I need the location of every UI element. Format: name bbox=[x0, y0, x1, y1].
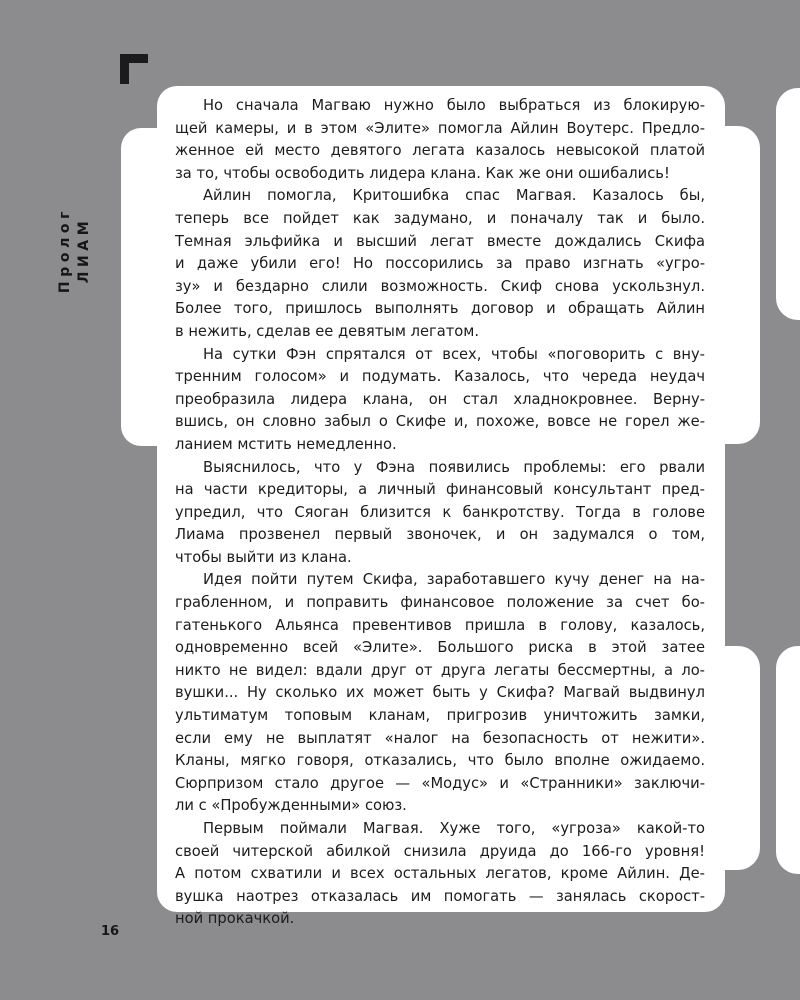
character-name: ЛИАМ bbox=[76, 216, 92, 284]
text-line: Более того, пришлось выполнять договор и обращать Айлин bbox=[175, 300, 705, 318]
paragraph bbox=[175, 457, 705, 570]
text-line: Первым поймали Магвая. Хуже того, «угроза» какой-то bbox=[203, 820, 705, 837]
text-line: за то, чтобы освободить лидера клана. Как же они ошибались! bbox=[175, 164, 670, 182]
text-line: если ему не выплатят «налог на безопасность от нежити». bbox=[175, 729, 705, 747]
text-line: гатенького Альянса превентивов пришла в голову, казалось, bbox=[175, 616, 705, 634]
text-line: Айлин помогла, Критошибка спас Магвая. Казалось бы, bbox=[203, 187, 705, 205]
text-line: вушки... Ну сколько их может быть у Скифа? Магвай выдвинул bbox=[175, 684, 705, 702]
text-line: одновременно всей «Элите». Большого риска в этой затее bbox=[175, 639, 705, 657]
text-line: ланием мстить немедленно. bbox=[175, 435, 397, 453]
text-line: тренним голосом» и подумать. Казалось, что череда неудач bbox=[175, 368, 705, 386]
text-line: Кланы, мягко говоря, отказались, что было вполне ожидаемо. bbox=[175, 752, 705, 770]
text-line: на части кредиторы, а личный финансовый консультант пред- bbox=[175, 481, 705, 499]
text-line: в нежить, сделав ее девятым легатом. bbox=[175, 322, 480, 340]
text-line: вшись, он словно забыл о Скифе и, похоже, вовсе не горел же- bbox=[175, 413, 705, 431]
text-line: На сутки Фэн спрятался от всех, чтобы «поговорить с вну- bbox=[203, 345, 705, 363]
chapter-title: Пролог bbox=[57, 206, 73, 294]
text-line: грабленном, и поправить финансовое положение за счет бо- bbox=[175, 594, 705, 612]
text-line: чтобы выйти из клана. bbox=[175, 548, 352, 566]
text-line: Но сначала Магваю нужно было выбраться из блокирую- bbox=[203, 97, 705, 114]
text-line: Лиама прозвенел первый звоночек, и он задумался о том, bbox=[175, 526, 705, 544]
paragraph bbox=[175, 569, 705, 818]
text-line: зу» и бездарно слили возможность. Скиф снова ускользнул. bbox=[175, 277, 705, 295]
chapter-side-label bbox=[56, 186, 106, 314]
text-line: щей камеры, и в этом «Элите» помогла Айлин Воутерс. Предло- bbox=[175, 119, 705, 137]
paragraph bbox=[175, 185, 705, 343]
text-line: своей читерской абилкой снизила друида до 166-го уровня! bbox=[175, 842, 705, 860]
background-shape-edge-bottom bbox=[776, 646, 800, 874]
corner-mark-stem bbox=[120, 54, 129, 84]
text-line: вушка наотрез отказалась им помогать — занялась скорост- bbox=[175, 887, 705, 905]
paragraph bbox=[175, 344, 705, 457]
text-line: ультиматум топовым кланам, пригрозив уничтожить замки, bbox=[175, 707, 705, 725]
text-line: упредил, что Сяоган близится к банкротству. Тогда в голове bbox=[175, 503, 705, 521]
corner-mark bbox=[120, 54, 148, 84]
text-line: никто не видел: вдали друг от друга легаты бессмертны, а ло- bbox=[175, 661, 705, 679]
text-line: А потом схватили и всех остальных легатов, кроме Айлин. Де- bbox=[175, 865, 705, 883]
body-text bbox=[175, 95, 705, 931]
text-line: Темная эльфийка и высший легат вместе дождались Скифа bbox=[175, 232, 705, 250]
page-number: 16 bbox=[101, 924, 120, 939]
paragraph bbox=[175, 95, 705, 185]
text-line: преобразила лидера клана, он стал хладнокровнее. Верну- bbox=[175, 390, 705, 408]
text-line: женное ей место девятого легата казалось невысокой платой bbox=[175, 142, 705, 160]
text-line: ной прокачкой. bbox=[175, 910, 295, 928]
text-line: Идея пойти путем Скифа, заработавшего кучу денег на на- bbox=[203, 571, 705, 589]
paragraph bbox=[175, 818, 705, 931]
text-line: теперь все пойдет как задумано, и поначалу так и было. bbox=[175, 209, 705, 227]
text-line: Выяснилось, что у Фэна появились проблемы: его рвали bbox=[203, 458, 705, 476]
text-line: Сюрпризом стало другое — «Модус» и «Странники» заключи- bbox=[175, 774, 705, 792]
text-line: ли с «Пробужденными» союз. bbox=[175, 797, 407, 815]
background-shape-edge-top bbox=[776, 88, 800, 320]
text-line: и даже убили его! Но поссорились за право изгнать «угро- bbox=[175, 255, 705, 273]
